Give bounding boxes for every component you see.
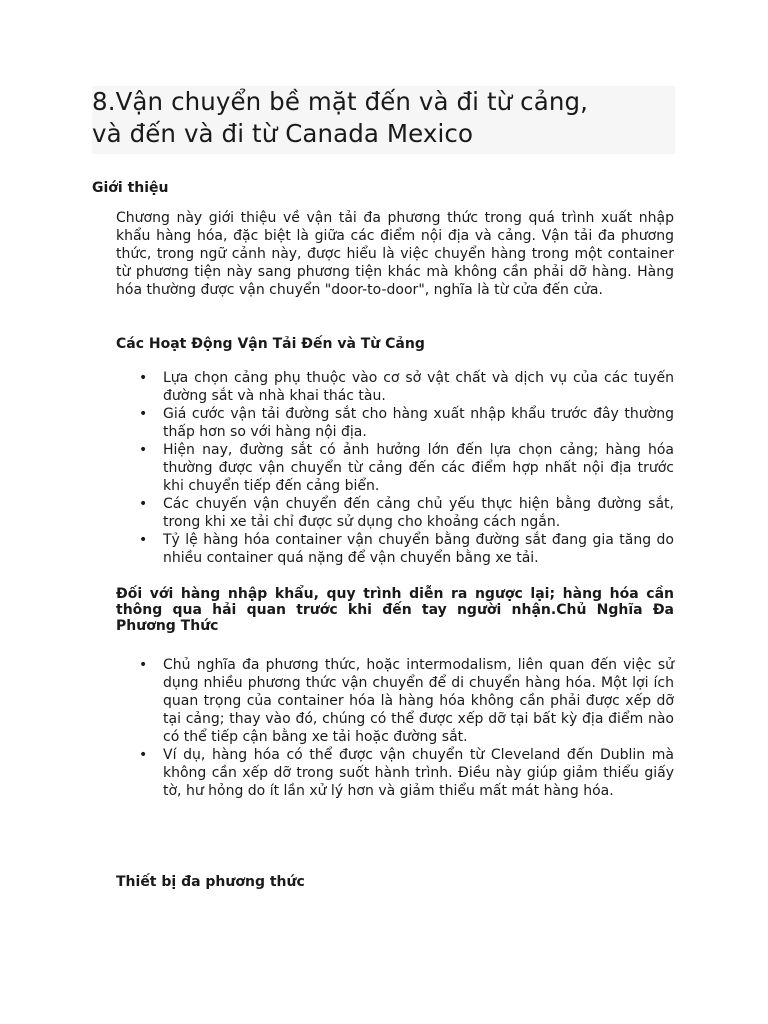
- list-item: [116, 746, 674, 800]
- activities-heading: Các Hoạt Động Vận Tải Đến và Từ Cảng: [116, 336, 425, 352]
- page-title-line-1: 8.Vận chuyển bề mặt đến và đi từ cảng,: [92, 87, 589, 116]
- intro-heading: Giới thiệu: [92, 180, 169, 196]
- list-item-text: Tỷ lệ hàng hóa container vận chuyển bằng đường sắt đang gia tăng do nhiều container quá nặng để vận chuyển bằng xe tải.: [163, 532, 674, 566]
- list-item-text: Chủ nghĩa đa phương thức, hoặc intermodalism, liên quan đến việc sử dụng nhiều phương thức vận chuyển để di chuyển hàng hóa. Một lợi ích quan trọng của container hóa là hàng hóa không cần phải được xếp dỡ tại cảng; thay vào đó, chúng có thể được xếp dỡ tại bất kỳ địa điểm nào có thể tiếp cận bằng xe tải hoặc đường sắt.: [163, 657, 674, 745]
- list-item: [116, 369, 674, 405]
- intro-paragraph: Chương này giới thiệu về vận tải đa phương thức trong quá trình xuất nhập khẩu hàng hóa, đặc biệt là giữa các điểm nội địa và cảng. Vận tải đa phương thức, trong ngữ cảnh này, được hiểu là việc chuyển hàng trong một container từ phương tiện này sang phương tiện khác mà không cần phải dỡ hàng. Hàng hóa thường được vận chuyển "door-to-door", nghĩa là từ cửa đến cửa.: [116, 210, 674, 298]
- list-item: [116, 531, 674, 567]
- equipment-heading: Thiết bị đa phương thức: [116, 874, 305, 890]
- bullet-icon: •: [139, 532, 148, 548]
- intermodal-list: [116, 656, 674, 800]
- bullet-icon: •: [139, 747, 148, 763]
- list-item: [116, 405, 674, 441]
- page-title: [92, 86, 675, 150]
- list-item-text: Hiện nay, đường sắt có ảnh hưởng lớn đến lựa chọn cảng; hàng hóa thường được vận chuyển từ cảng đến các điểm hợp nhất nội địa trước khi chuyển tiếp đến cảng biển.: [163, 442, 674, 494]
- list-item-text: Giá cước vận tải đường sắt cho hàng xuất nhập khẩu trước đây thường thấp hơn so với hàng nội địa.: [163, 406, 674, 440]
- bullet-icon: •: [139, 657, 148, 673]
- activities-list: [116, 369, 674, 567]
- title-block: [92, 86, 675, 154]
- list-item: [116, 656, 674, 746]
- list-item-text: Lựa chọn cảng phụ thuộc vào cơ sở vật chất và dịch vụ của các tuyến đường sắt và nhà khai thác tàu.: [163, 370, 674, 404]
- list-item: [116, 441, 674, 495]
- list-item-text: Các chuyến vận chuyển đến cảng chủ yếu thực hiện bằng đường sắt, trong khi xe tải chỉ được sử dụng cho khoảng cách ngắn.: [163, 496, 674, 530]
- page-title-line-2: và đến và đi từ Canada Mexico: [92, 119, 474, 148]
- bullet-icon: •: [139, 370, 148, 386]
- list-item: [116, 495, 674, 531]
- import-paragraph: Đối với hàng nhập khẩu, quy trình diễn ra ngược lại; hàng hóa cần thông qua hải quan trước khi đến tay người nhận.Chủ Nghĩa Đa Phương Thức: [116, 586, 674, 634]
- bullet-icon: •: [139, 496, 148, 512]
- bullet-icon: •: [139, 442, 148, 458]
- list-item-text: Ví dụ, hàng hóa có thể được vận chuyển từ Cleveland đến Dublin mà không cần xếp dỡ trong suốt hành trình. Điều này giúp giảm thiểu giấy tờ, hư hỏng do ít lần xử lý hơn và giảm thiểu mất mát hàng hóa.: [163, 747, 674, 799]
- bullet-icon: •: [139, 406, 148, 422]
